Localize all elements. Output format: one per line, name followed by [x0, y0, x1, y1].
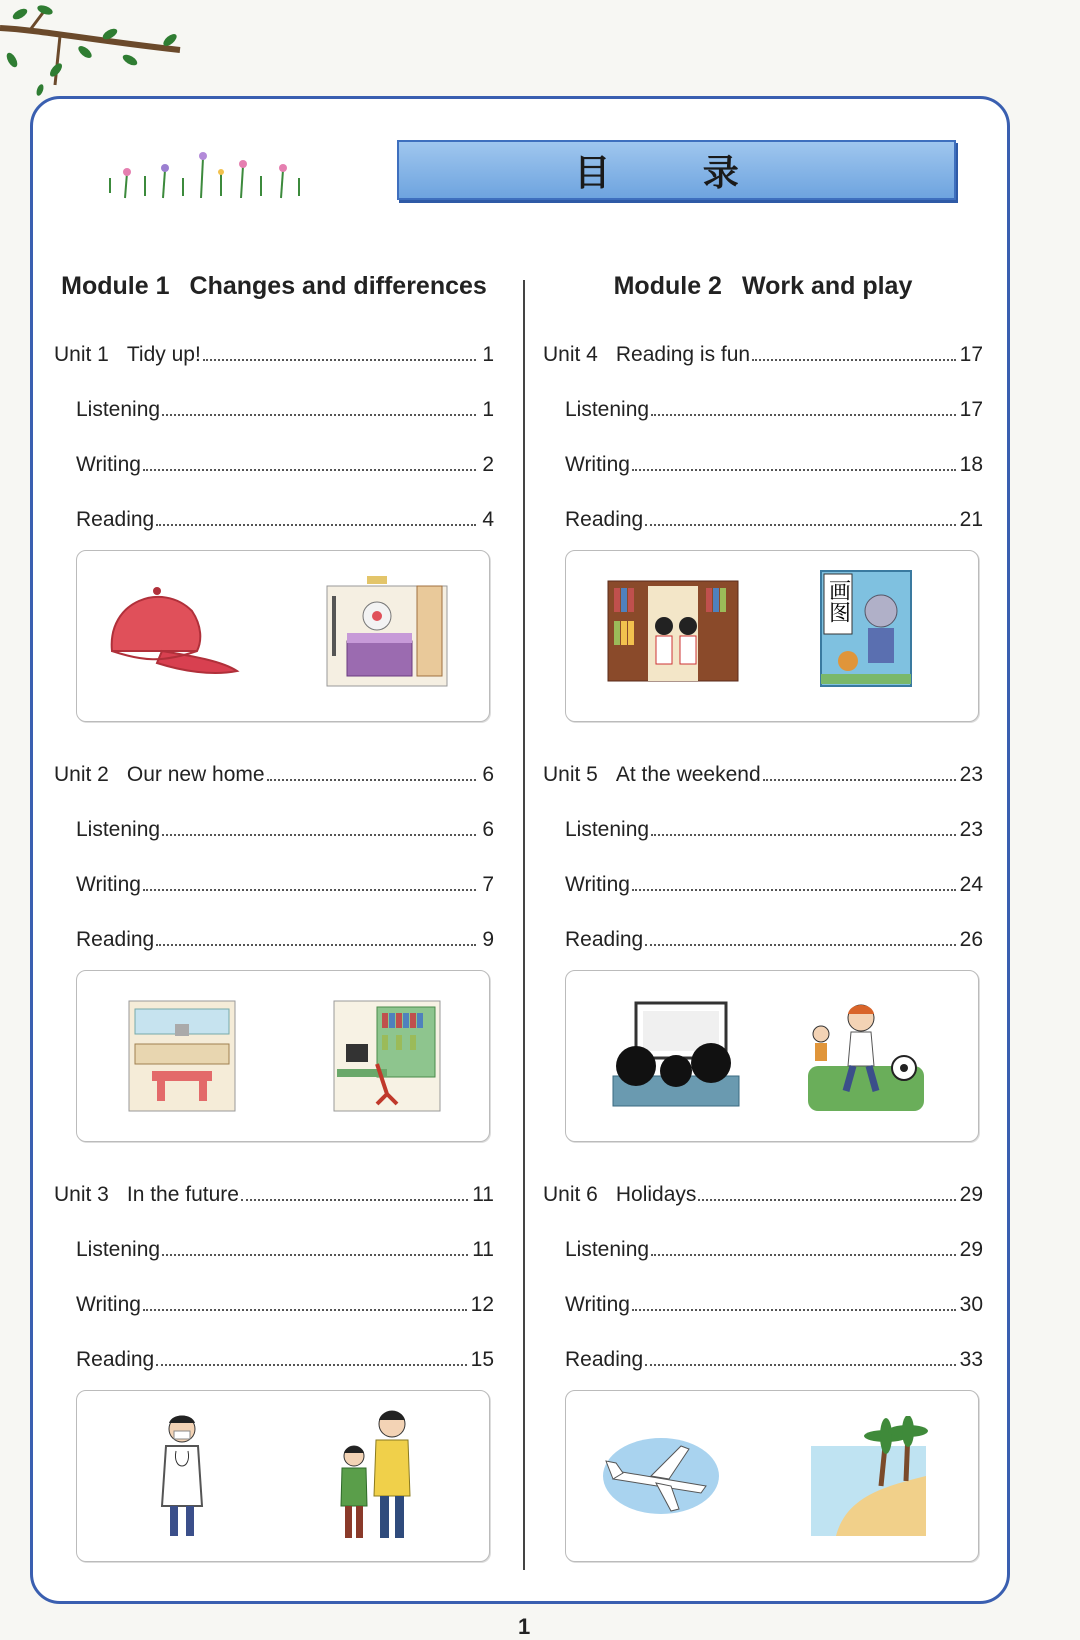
- section-label: Writing: [565, 453, 630, 476]
- dot-leader: [162, 414, 476, 416]
- section-label: Reading: [565, 508, 644, 531]
- dot-leader: [651, 414, 956, 416]
- unit-label: Unit 5: [543, 763, 598, 786]
- branch-decoration-icon: [0, 0, 200, 100]
- section-label: Listening: [565, 1238, 650, 1261]
- page-number: 11: [472, 1183, 494, 1206]
- section-label: Writing: [76, 1293, 141, 1316]
- toc-section-row[interactable]: [54, 797, 494, 852]
- unit-title: Our new home: [126, 763, 265, 786]
- dot-leader: [752, 359, 956, 361]
- section-label: Reading: [76, 508, 155, 531]
- flowers-decoration-icon: [105, 148, 305, 208]
- unit-illustration-box: [565, 970, 979, 1142]
- unit-illustration-box: [76, 970, 490, 1142]
- page-number: 1: [482, 343, 494, 366]
- unit-title: Holidays: [615, 1183, 697, 1206]
- page-number: 23: [959, 818, 983, 841]
- unit-title: At the weekend: [615, 763, 761, 786]
- page-number: 7: [482, 873, 494, 896]
- section-label: Listening: [565, 398, 650, 421]
- unit-illustration-box: [565, 550, 979, 722]
- airplane-icon: [601, 1431, 721, 1521]
- beach-icon: [806, 1416, 931, 1541]
- section-label: Writing: [76, 873, 141, 896]
- page-number: 33: [959, 1348, 983, 1371]
- dot-leader: [267, 779, 476, 781]
- page-number: 12: [470, 1293, 494, 1316]
- toc-section-row[interactable]: [543, 1327, 983, 1382]
- page-number: 21: [959, 508, 983, 531]
- toc-section-row[interactable]: [543, 487, 983, 542]
- dot-leader: [143, 1309, 467, 1311]
- page-number: 6: [482, 818, 494, 841]
- toc-unit-row[interactable]: [54, 742, 494, 797]
- page-number: 29: [959, 1183, 983, 1206]
- page-number: 9: [482, 928, 494, 951]
- toc-section-row[interactable]: [54, 1327, 494, 1382]
- toc-section-row[interactable]: [54, 1272, 494, 1327]
- football-boy-icon: [806, 996, 926, 1116]
- page-number: 18: [959, 453, 983, 476]
- dot-leader: [651, 1254, 956, 1256]
- toc-section-row[interactable]: [543, 377, 983, 432]
- page-number: 24: [959, 873, 983, 896]
- dot-leader: [698, 1199, 955, 1201]
- module-2-column: [543, 272, 983, 1582]
- module-heading: [54, 272, 494, 304]
- unit-illustration-box: [565, 1390, 979, 1562]
- page-number: 29: [959, 1238, 983, 1261]
- page-number-footer: 1: [518, 1614, 531, 1639]
- page-number: 23: [959, 763, 983, 786]
- toc-section-row[interactable]: [54, 852, 494, 907]
- toc-section-row[interactable]: [543, 907, 983, 962]
- page-number: 30: [959, 1293, 983, 1316]
- toc-section-row[interactable]: [54, 907, 494, 962]
- dot-leader: [645, 944, 955, 946]
- toc-unit-row[interactable]: [543, 1162, 983, 1217]
- toc-section-row[interactable]: [543, 432, 983, 487]
- dot-leader: [203, 359, 476, 361]
- section-label: Listening: [565, 818, 650, 841]
- toc-section-row[interactable]: [54, 1217, 494, 1272]
- module-label: Module 1: [61, 272, 170, 300]
- toc-section-row[interactable]: [543, 852, 983, 907]
- toc-section-row[interactable]: [54, 487, 494, 542]
- module-label: Module 2: [613, 272, 722, 300]
- dot-leader: [763, 779, 956, 781]
- page-number: 1: [482, 398, 494, 421]
- page-number: 11: [472, 1238, 494, 1261]
- page-number: 6: [482, 763, 494, 786]
- dot-leader: [241, 1199, 468, 1201]
- toc-unit-row[interactable]: [54, 1162, 494, 1217]
- toc-section-row[interactable]: [54, 377, 494, 432]
- unit-label: Unit 2: [54, 763, 109, 786]
- section-label: Writing: [565, 1293, 630, 1316]
- page-number: 17: [959, 398, 983, 421]
- section-label: Listening: [76, 1238, 161, 1261]
- page-number: 2: [482, 453, 494, 476]
- section-label: Listening: [76, 818, 161, 841]
- toc-unit-row[interactable]: [543, 742, 983, 797]
- page-number: 4: [482, 508, 494, 531]
- unit-label: Unit 3: [54, 1183, 109, 1206]
- unit-label: Unit 1: [54, 343, 109, 366]
- dot-leader: [156, 524, 476, 526]
- toc-unit-row[interactable]: [54, 322, 494, 377]
- bedroom-icon: [322, 571, 452, 701]
- toc-section-row[interactable]: [543, 1217, 983, 1272]
- page-number: 17: [959, 343, 983, 366]
- unit-label: Unit 4: [543, 343, 598, 366]
- section-label: Reading: [76, 1348, 155, 1371]
- dot-leader: [156, 944, 476, 946]
- toc-section-row[interactable]: [543, 1272, 983, 1327]
- title-bar: [397, 140, 956, 200]
- family-tv-icon: [611, 1001, 741, 1111]
- section-label: Reading: [565, 1348, 644, 1371]
- toc-section-row[interactable]: [54, 432, 494, 487]
- section-label: Writing: [565, 873, 630, 896]
- red-cap-icon: [102, 581, 242, 691]
- module-title: Work and play: [741, 272, 913, 300]
- study-room-icon: [332, 999, 442, 1114]
- section-label: Listening: [76, 398, 161, 421]
- unit-title: In the future: [126, 1183, 239, 1206]
- father-and-son-icon: [332, 1406, 422, 1546]
- module-heading: [543, 272, 983, 304]
- library-icon: [606, 576, 741, 696]
- page-number: 15: [470, 1348, 494, 1371]
- dot-leader: [651, 834, 956, 836]
- toc-section-row[interactable]: [543, 797, 983, 852]
- dot-leader: [162, 1254, 468, 1256]
- kitchen-icon: [127, 999, 237, 1114]
- dot-leader: [645, 1364, 955, 1366]
- unit-title: Reading is fun: [615, 343, 751, 366]
- unit-title: Tidy up!: [126, 343, 201, 366]
- page-number: 26: [959, 928, 983, 951]
- module-1-column: [54, 272, 494, 1582]
- dot-leader: [143, 469, 476, 471]
- unit-illustration-box: [76, 550, 490, 722]
- module-title: Changes and differences: [189, 272, 487, 300]
- dot-leader: [162, 834, 476, 836]
- column-divider: [523, 280, 525, 1570]
- dot-leader: [143, 889, 476, 891]
- dot-leader: [156, 1364, 466, 1366]
- section-label: Reading: [565, 928, 644, 951]
- dot-leader: [645, 524, 955, 526]
- dot-leader: [632, 889, 956, 891]
- toc-unit-row[interactable]: [543, 322, 983, 377]
- picture-book-icon: [816, 566, 916, 696]
- unit-illustration-box: [76, 1390, 490, 1562]
- dot-leader: [632, 1309, 956, 1311]
- doctor-icon: [152, 1411, 212, 1546]
- picture-book-text: 画图: [825, 579, 851, 623]
- section-label: Writing: [76, 453, 141, 476]
- section-label: Reading: [76, 928, 155, 951]
- dot-leader: [632, 469, 956, 471]
- unit-label: Unit 6: [543, 1183, 598, 1206]
- page-title: 目 录: [574, 152, 779, 194]
